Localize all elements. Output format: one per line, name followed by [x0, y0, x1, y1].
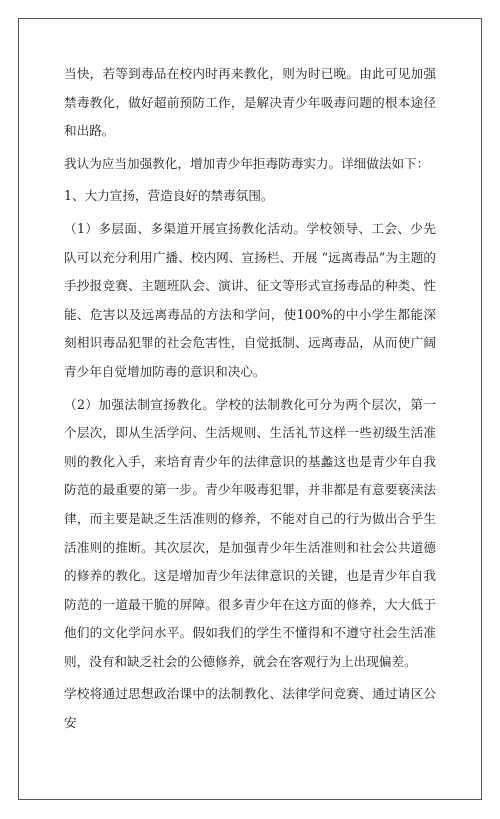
paragraph-school-measures: 学校将通过思想政治课中的法制教化、法律学问竞赛、通过请区公安 [64, 686, 436, 731]
document-body [64, 60, 436, 742]
paragraph-method-lead: 我认为应当加强教化，增加青少年拒毒防毒实力。详细做法如下： [64, 155, 430, 171]
paragraph-intro-conclusion: 当快，若等到毒品在校内时再来教化，则为时已晚。由此可见加强禁毒教化，做好超前预防工作，是解决青少年吸毒问题的根本途径和出路。 [64, 66, 436, 139]
paragraph-multi-channel-campaign: （1）多层面、多渠道开展宣扬教化活动。学校领导、工会、少先队可以充分利用广播、校内网、宣扬栏、开展 “远离毒品”为主题的手抄报竞赛、主题班队会、演讲、征文等形式宣扬毒品的种类、性能、危害以及远离毒品的方法和学问，使100%的中小学生都能深刻相识毒品犯罪的社会危害性，自觉抵制、远离毒品，从而使广阔青少年自觉增加防毒的意识和决心。 [64, 220, 436, 379]
paragraph-legal-education: （2）加强法制宣扬教化。学校的法制教化可分为两个层次，第一个层次，即从生活学问、生活规则、生活礼节这样一些初级生活准则的教化入手，来培育青少年的法律意识的基蠡这也是青少年自我防范的最重要的第一步。青少年吸毒犯罪，并非都是有意要亵渎法律，而主要是缺乏生活准则的修养，不能对自己的行为做出合乎生活准则的推断。其次层次，是加强青少年生活准则和社会公共道德的修养的教化。这是增加青少年法律意识的关键，也是青少年自我防范的一道最干脆的屏障。很多青少年在这方面的修养，大大低于他们的文化学问水平。假如我们的学生不懂得和不遵守社会生活准则，没有和缺乏社会的公德修养，就会在客观行为上出现偏差。 [64, 396, 436, 669]
paragraph-heading-publicity: 1、大力宣扬，营造良好的禁毒氛围。 [64, 188, 274, 204]
